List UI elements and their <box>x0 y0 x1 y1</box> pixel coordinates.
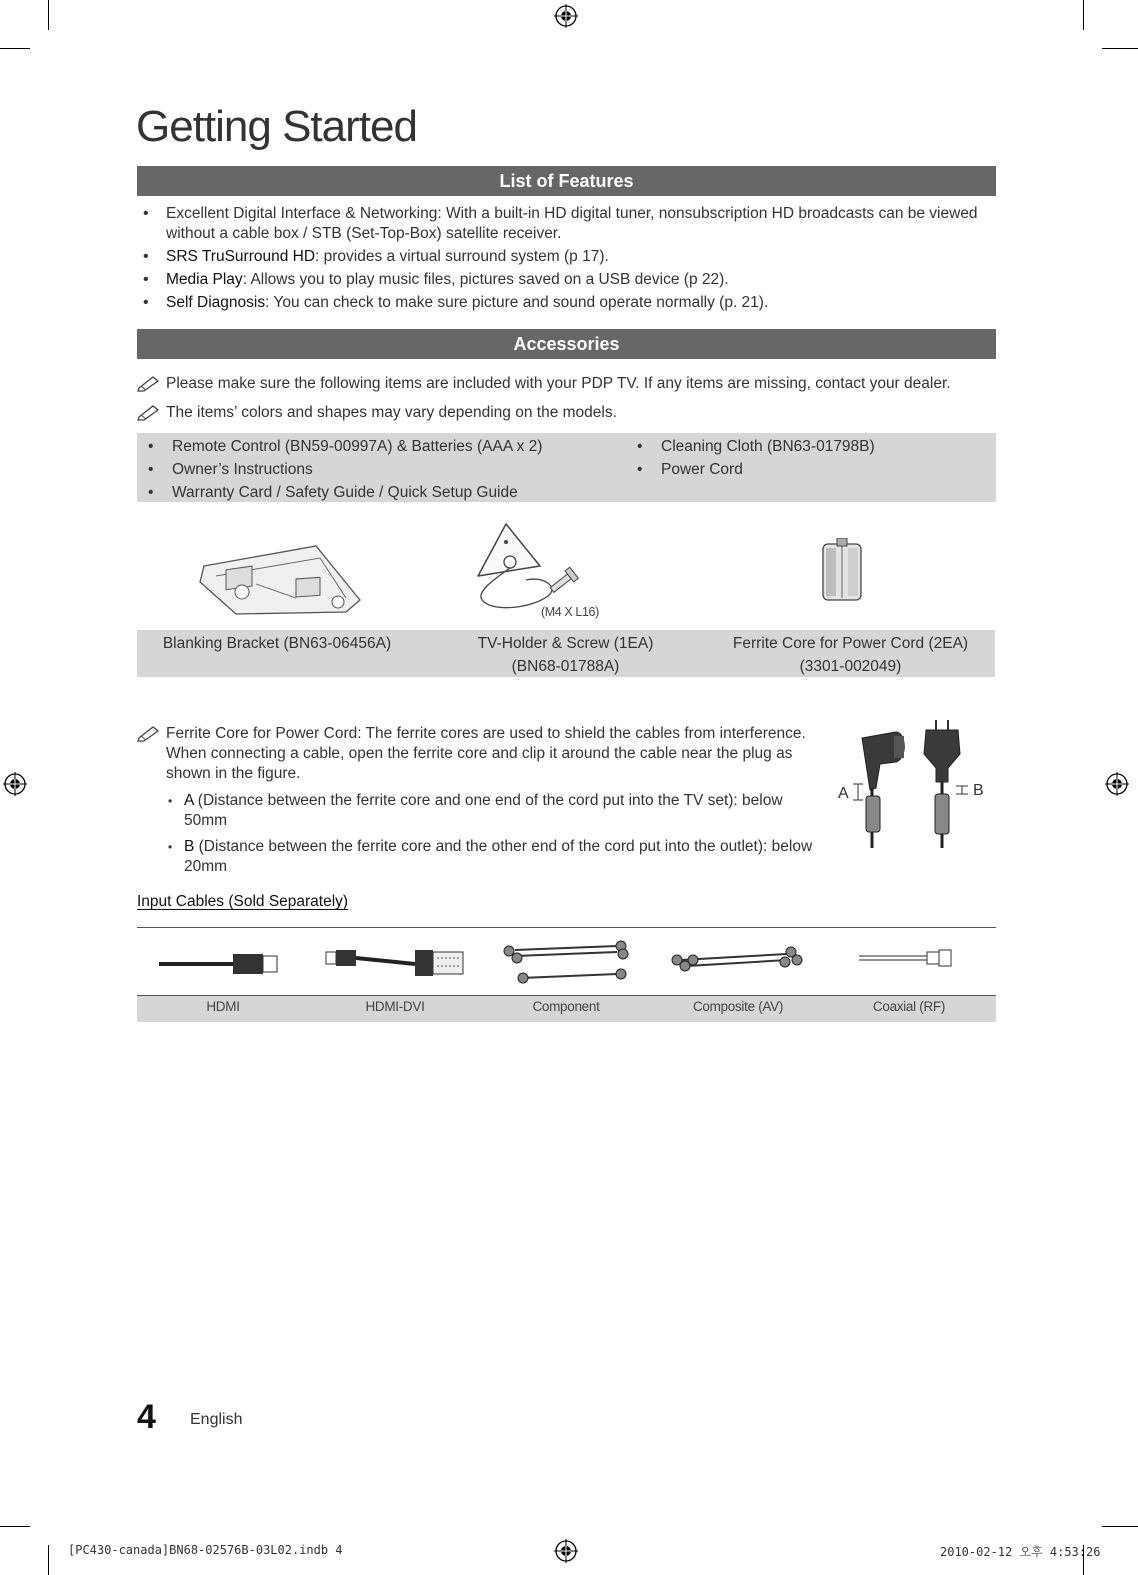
accessories-heading: Accessories <box>137 329 996 359</box>
input-cables-heading: Input Cables (Sold Separately) <box>137 893 349 910</box>
crop-mark <box>1083 0 1084 30</box>
list-item <box>137 247 996 267</box>
list-item <box>137 293 996 313</box>
ferrite-placement-figure <box>836 718 996 850</box>
crop-mark <box>1102 48 1138 49</box>
accessories-notes <box>137 374 996 423</box>
note-text: Ferrite Core for Power Cord: The ferrite cores are used to shield the cables from interference. When connecting a cable, open the ferrite core and clip it around the cable near the plug as shown in the figure. <box>166 725 806 782</box>
bullet: • <box>168 794 173 808</box>
list-item <box>137 270 996 290</box>
hdmi-dvi-cable-icon <box>326 950 463 976</box>
print-file-info: [PC430-canada]BN68-02576B-03L02.indb 4 <box>68 1543 343 1557</box>
list-item: • Remote Control (BN59-00997A) & Batteries (AAA x 2) <box>137 435 542 458</box>
input-cables-table <box>137 927 996 1022</box>
feature-text: : Allows you to play music files, pictures saved on a USB device (p 22). <box>242 271 729 288</box>
cable-label: Composite (AV) <box>692 999 784 1014</box>
caption-line: TV-Holder & Screw (1EA) <box>477 635 654 652</box>
composite-cable-icon <box>672 947 802 971</box>
note-text: Please make sure the following items are included with your PDP TV. If any items are missing, contact your dealer. <box>166 375 951 392</box>
cable-label: Coaxial (RF) <box>872 999 946 1014</box>
features-heading: List of Features <box>137 166 996 196</box>
screw-size-label: (M4 X L16) <box>541 605 599 619</box>
figure-label-a: A <box>838 785 849 802</box>
feature-text: Excellent Digital Interface & Networking: With a built-in HD digital tuner, nonsubscription HD broadcasts can be viewed without a cable box / STB (Set-Top-Box) satellite receiver. <box>166 205 978 242</box>
caption <box>708 632 993 678</box>
registration-mark-icon <box>554 1539 578 1563</box>
accessories-captions <box>137 630 995 677</box>
crop-mark <box>48 0 49 30</box>
page-number: 4 <box>137 1398 156 1436</box>
tv-holder-screw-illustration <box>470 522 588 614</box>
blanking-bracket-illustration <box>196 538 366 620</box>
feature-text: : provides a virtual surround system (p 17). <box>315 248 609 265</box>
caption-line: (BN68-01788A) <box>511 658 620 675</box>
list-item: • Power Cord <box>626 458 875 481</box>
crop-mark <box>48 1545 49 1575</box>
accessories-list <box>137 433 996 502</box>
cable-label: HDMI <box>206 999 240 1014</box>
caption-line: Ferrite Core for Power Cord (2EA) <box>732 635 969 652</box>
feature-name: Self Diagnosis <box>166 294 266 311</box>
item-label: A <box>184 792 194 809</box>
figure-label-b: B <box>973 782 984 799</box>
features-list <box>137 204 996 316</box>
list-item <box>137 791 827 831</box>
note <box>137 724 827 784</box>
cable-label: HDMI-DVI <box>365 999 425 1014</box>
page-title: Getting Started <box>136 102 417 151</box>
caption <box>137 632 417 655</box>
crop-mark <box>0 1526 30 1527</box>
hdmi-cable-icon <box>159 954 277 974</box>
caption-line: (3301-002049) <box>799 658 902 675</box>
item-label: B <box>184 838 195 855</box>
feature-name: Media Play <box>166 271 243 288</box>
note <box>137 403 996 423</box>
list-item <box>137 837 827 877</box>
registration-mark-icon <box>1105 772 1129 796</box>
page-language: English <box>190 1411 243 1428</box>
component-cable-icon <box>504 941 628 983</box>
caption <box>423 632 708 678</box>
list-item <box>137 204 996 244</box>
ferrite-core-illustration <box>820 538 864 604</box>
list-item: • Warranty Card / Safety Guide / Quick Setup Guide <box>137 481 542 504</box>
note-text: The items’ colors and shapes may vary depending on the models. <box>166 404 617 421</box>
crop-mark <box>0 48 30 49</box>
list-item: • Owner’s Instructions <box>137 458 542 481</box>
item-text: (Distance between the ferrite core and one end of the cord put into the TV set): below 50mm <box>184 792 783 829</box>
cable-label: Component <box>532 999 600 1014</box>
registration-mark-icon <box>554 4 578 28</box>
cable-illustrations <box>137 934 996 992</box>
coaxial-cable-icon <box>859 950 951 966</box>
cable-labels <box>137 995 996 1022</box>
ferrite-note <box>137 724 827 877</box>
print-date-info: 2010-02-12 오후 4:53:26 <box>940 1545 1101 1559</box>
list-item: • Cleaning Cloth (BN63-01798B) <box>626 435 875 458</box>
note-pencil-icon <box>137 403 161 421</box>
note-pencil-icon <box>137 724 161 742</box>
feature-text: : You can check to make sure picture and sound operate normally (p. 21). <box>265 294 769 311</box>
bullet: • <box>168 840 173 854</box>
caption-line: Blanking Bracket (BN63-06456A) <box>162 635 392 652</box>
registration-mark-icon <box>3 772 27 796</box>
feature-name: SRS TruSurround HD <box>166 248 316 265</box>
crop-mark <box>1102 1526 1138 1527</box>
note <box>137 374 996 394</box>
note-pencil-icon <box>137 374 161 392</box>
item-text: (Distance between the ferrite core and the other end of the cord put into the outlet): below 20mm <box>184 838 813 875</box>
